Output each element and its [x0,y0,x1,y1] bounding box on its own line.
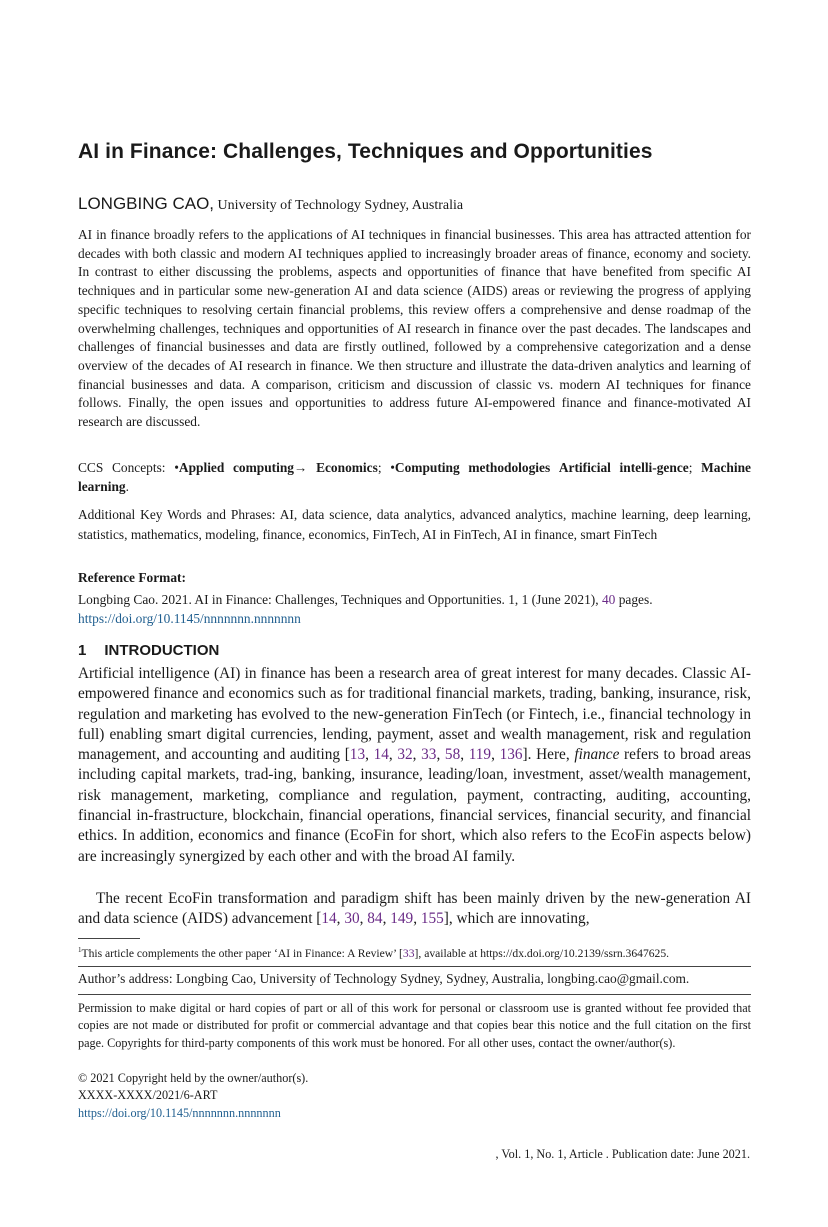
intro-paragraph-2: The recent EcoFin transformation and paradigm shift has been mainly driven by the new-generation AI and data science (AIDS) advancement [14, 30, 84, 149, 155], which are innovating, [78,890,751,928]
intro-text: Artificial intelligence (AI) in finance has been a research area of great interest for many decades. Classic AI-empowered finance and economics such as for traditional financial markets, trading, banking, insurance, risk, regulation and marketing has evolved to the new-generation FinTech (or Fintech, i.e., financial technology in full) enabling smart digital currencies, lending, payment, asset and wealth management, risk and regulation management, and accounting and auditing [78,665,751,764]
copyright-block [78,1070,751,1122]
citation-link[interactable]: 155 [420,910,444,928]
abstract: AI in finance broadly refers to the applications of AI techniques in financial businesses. This area has attracted attention for decades with both classic and modern AI techniques applied to increasingly broader areas of finance, economy and society. In contrast to either discussing the problems, aspects and opportunities of finance that have benefited from specific AI techniques and in particular some new-generation AI and data science (AIDS) areas or reviewing the progress of applying specific techniques to resolving certain financial problems, this review offers a comprehensive and dense roadmap of the overwhelming challenges, techniques and opportunities of AI research in finance over the past decades. The landscapes and challenges of financial businesses and data are firstly outlined, followed by a comprehensive categorization and a dense overview of the decades of AI research in finance. We then structure and illustrate the data-driven analytics and learning of financial businesses and data. A comparison, criticism and discussion of classic vs. modern AI techniques for finance follows. Finally, the open issues and opportunities to address future AI-empowered finance and finance-motivated AI research are discussed. [78,227,751,430]
section-number: 1 [78,642,87,659]
copyright-line: © 2021 Copyright held by the owner/author(s). [78,1071,309,1085]
paper-title: AI in Finance: Challenges, Techniques and Opportunities [78,140,653,163]
intro-text: refers to broad areas including capital markets, trad-ing, banking, insurance, leading/loan, investment, asset/wealth management, risk management, marketing, compliance and regulation, payment, contracting, auditing, accounting, financial in-frastructure, blockchain, financial operations, financial services, financial security, and financial ethics. In addition, economics and finance (EcoFin for short, which also refers to the EcoFin aspects below) are increasingly synergized by each other and with the broad AI family. [78,746,751,865]
keywords-text: AI, data science, data analytics, advanced analytics, machine learning, deep learning, statistics, mathematics, modeling, finance, economics, FinTech, AI in FinTech, AI in finance, smart FinTech [78,507,752,542]
reference-format-body [78,590,751,628]
citation-link[interactable]: 33 [421,746,437,764]
footnote-text: , available at https://dx.doi.org/10.2139/ssrn.3647625. [418,946,670,960]
citation-link[interactable]: 84 [367,910,383,928]
divider [78,966,751,967]
pages-link[interactable]: 40 [601,592,616,607]
ccs-concepts [78,458,751,496]
keywords [78,505,751,545]
issn-line: XXXX-XXXX/2021/6-ART [78,1088,218,1103]
citation-link[interactable]: 149 [390,910,414,928]
citation-link[interactable]: 30 [344,910,360,928]
keywords-label: Additional Key Words and Phrases: [78,507,276,522]
doi-link[interactable]: https://doi.org/10.1145/nnnnnnn.nnnnnnn [78,611,301,626]
ccs-label: CCS Concepts: [78,460,166,475]
ccs-machine-learning: Machine learning [78,460,751,494]
ccs-applied-computing: Applied computing [178,460,294,475]
footnote-text: This article complements the other paper ‘AI in Finance: A Review’ [81,946,397,960]
author-affiliation: University of Technology Sydney, Australia [217,198,464,213]
citation-link[interactable]: 32 [397,746,413,764]
citation-link[interactable]: 13 [349,746,366,764]
intro-paragraph-1: Artificial intelligence (AI) in finance has been a research area of great interest for many decades. Classic AI-empowered finance and economics such as for traditional financial markets, trading, banking, insurance, risk, regulation and marketing has evolved to the new-generation FinTech (or Fintech, i.e., financial technology in full) enabling smart digital currencies, lending, payment, asset and wealth management, risk and regulation management, and accounting and auditing [13, 14, 32, 33, 58, 119, 136]. Here, finance refers to broad areas including capital markets, trad-ing, banking, insurance, leading/loan, investment, asset/wealth management, risk management, marketing, compliance and regulation, payment, contracting, auditing, accounting, financial in-frastructure, blockchain, financial operations, financial services, financial security, and financial ethics. In addition, economics and finance (EcoFin for short, which also refers to the EcoFin aspects below) are increasingly synergized by each other and with the broad AI family. [78,665,751,865]
ccs-ai: Artificial intelli-gence [558,460,689,475]
reference-citation: Longbing Cao. 2021. AI in Finance: Challenges, Techniques and Opportunities. 1, 1 (June 2021), [78,592,599,607]
ccs-economics: Economics [316,460,378,475]
citation-link[interactable]: 58 [444,746,461,764]
ccs-computing-methodologies: Computing methodologies [394,460,551,475]
permission-notice: Permission to make digital or hard copies of part or all of this work for personal or classroom use is granted without fee provided that copies are not made or distributed for profit or commercial advantage and that copies bear this notice and the full citation on the first page. Copyrights for third-party components of this work must be honored. For all other uses, contact the owner/author(s). [78,1001,751,1050]
section-heading-introduction [78,642,219,659]
ccs-bullet: • [174,460,179,475]
citation-link[interactable]: 14 [373,746,389,764]
reference-format-heading: Reference Format: [78,570,186,585]
ccs-end: . [125,479,129,494]
page-footer: , Vol. 1, No. 1, Article . Publication date: June 2021. [495,1147,750,1161]
author-line [78,194,768,214]
pages-label: pages. [618,592,653,607]
citation-link[interactable]: 14 [321,910,337,928]
citation-link[interactable]: 136 [499,746,523,764]
ccs-bullet: • [390,460,395,475]
author-address: Author’s address: Longbing Cao, University of Technology Sydney, Sydney, Australia, longbing.cao@gmail.com. [78,971,690,986]
footnote: $^1$This article complements the other paper ‘AI in Finance: A Review’ [33], available at https://dx.doi.org/10.2139/ssrn.3647625. [78,946,670,960]
ccs-separator: ; [377,460,382,475]
intro-text: The recent EcoFin transformation and paradigm shift has been mainly driven by the new-generation AI and data science (AIDS) advancement [78,890,751,928]
citation-link[interactable]: 33 [402,946,415,960]
intro-text: . Here, [527,746,570,764]
author-name: LONGBING CAO, [78,194,215,213]
doi-link[interactable]: https://doi.org/10.1145/nnnnnnn.nnnnnnn [78,1105,281,1120]
footnote-divider [78,938,140,939]
divider [78,994,751,995]
intro-text: , which are innovating, [448,910,590,928]
section-title: INTRODUCTION [104,642,220,659]
ccs-separator: ; [688,460,693,475]
ccs-arrow: → [294,460,308,475]
citation-link[interactable]: 119 [468,746,492,764]
footnote-mark: 1 [78,946,82,954]
emphasis-term: finance [574,746,620,764]
